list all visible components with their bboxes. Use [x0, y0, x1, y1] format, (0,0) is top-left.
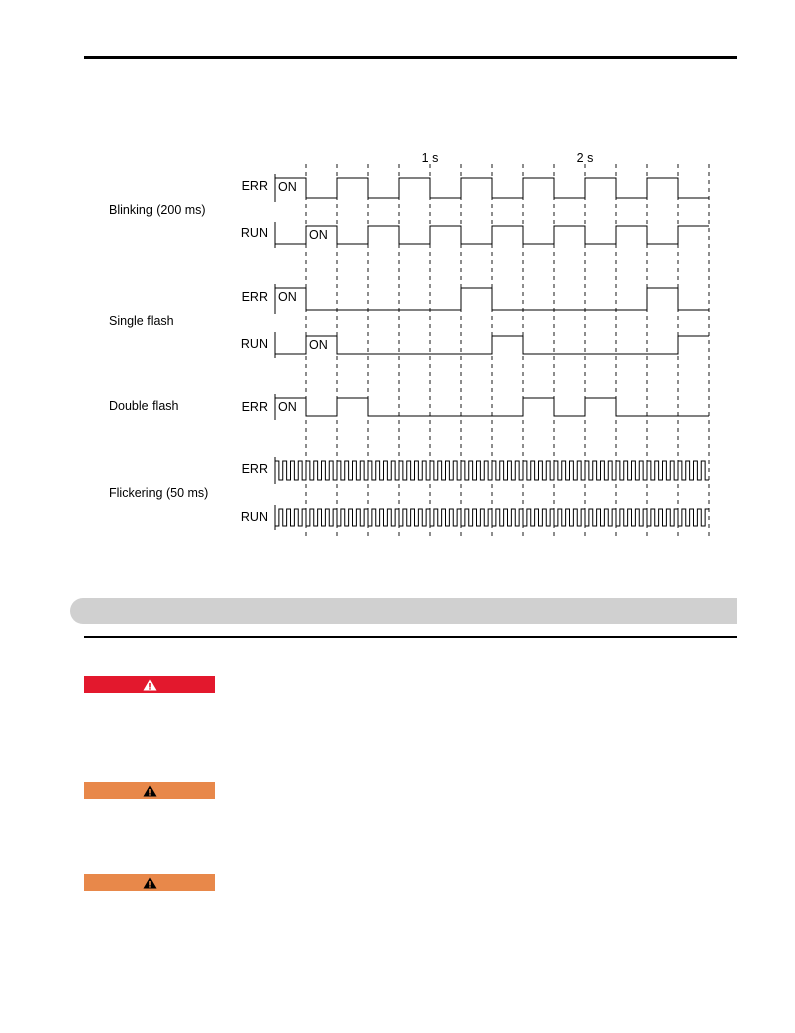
waveforms	[275, 174, 709, 530]
section-rule	[84, 636, 737, 638]
waveform-err	[275, 288, 709, 310]
warning-triangle-icon	[143, 877, 157, 889]
channel-label: ERR	[241, 462, 268, 476]
row-label: Blinking (200 ms)	[109, 203, 206, 217]
warning-triangle-icon	[143, 679, 157, 691]
time-marker-label: 2 s	[576, 151, 594, 165]
danger-badge	[84, 676, 215, 693]
warning-badge-1	[84, 782, 215, 799]
channel-label: RUN	[240, 226, 268, 240]
section-header-bar	[70, 598, 737, 624]
on-label: ON	[278, 290, 297, 304]
waveform-run	[275, 336, 709, 354]
channel-label: RUN	[240, 510, 268, 524]
waveform-err	[275, 461, 709, 480]
waveform-run	[275, 226, 709, 244]
channel-label: ERR	[241, 179, 268, 193]
warning-badge-2	[84, 874, 215, 891]
waveform-err	[275, 178, 709, 198]
time-gridlines	[306, 164, 709, 537]
row-label: Single flash	[109, 314, 174, 328]
time-markers	[422, 151, 594, 165]
row-label: Double flash	[109, 399, 179, 413]
waveform-run	[275, 509, 709, 526]
channel-label: RUN	[240, 337, 268, 351]
on-label: ON	[278, 400, 297, 414]
channel-label: ERR	[241, 400, 268, 414]
time-marker-label: 1 s	[421, 151, 439, 165]
row-labels	[109, 179, 328, 524]
on-label: ON	[309, 228, 328, 242]
row-label: Flickering (50 ms)	[109, 486, 209, 500]
warning-triangle-icon	[143, 785, 157, 797]
channel-label: ERR	[241, 290, 268, 304]
on-label: ON	[309, 338, 328, 352]
on-label: ON	[278, 180, 297, 194]
